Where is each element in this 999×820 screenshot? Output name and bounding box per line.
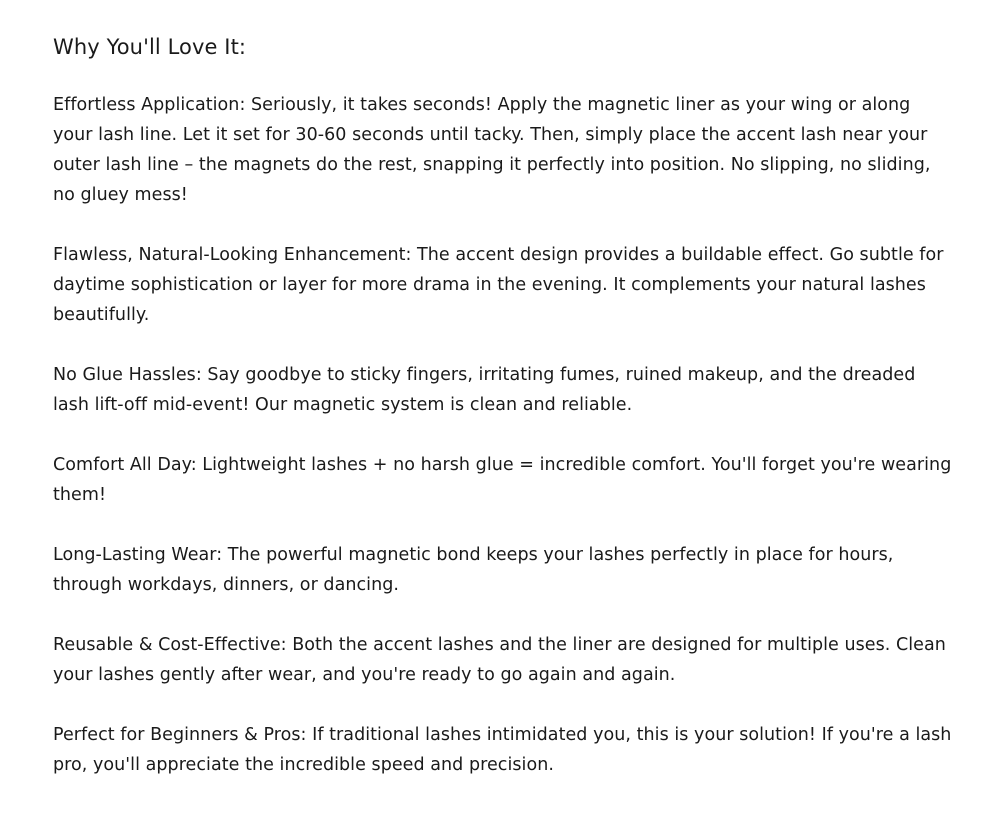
feature-effortless-application: Effortless Application: Seriously, it takes seconds! Apply the magnetic liner as your wing or along your lash line. Let it set for 30-60 seconds until tacky. Then, simply place the accent lash near your outer lash line – the magnets do the rest, snapping it perfectly into position. No slipping, no sliding, no gluey mess! [53,95,931,205]
section-heading: Why You'll Love It: [53,35,247,59]
feature-no-glue: No Glue Hassles: Say goodbye to sticky fingers, irritating fumes, ruined makeup, and the dreaded lash lift-off mid-event! Our magnetic system is clean and reliable. [53,365,916,415]
feature-beginners-pros: Perfect for Beginners & Pros: If traditional lashes intimidated you, this is your solution! If you're a lash pro, you'll appreciate the incredible speed and precision. [53,725,952,775]
benefits-section [53,33,953,810]
feature-natural-enhancement: Flawless, Natural-Looking Enhancement: The accent design provides a buildable effect. Go subtle for daytime sophistication or layer for more drama in the evening. It complements your natural lashes beautifully. [53,245,944,325]
feature-comfort: Comfort All Day: Lightweight lashes + no harsh glue = incredible comfort. You'll forget you're wearing them! [53,455,952,505]
feature-reusable: Reusable & Cost-Effective: Both the accent lashes and the liner are designed for multiple uses. Clean your lashes gently after wear, and you're ready to go again and again. [53,635,946,685]
feature-long-lasting: Long-Lasting Wear: The powerful magnetic bond keeps your lashes perfectly in place for hours, through workdays, dinners, or dancing. [53,545,894,595]
